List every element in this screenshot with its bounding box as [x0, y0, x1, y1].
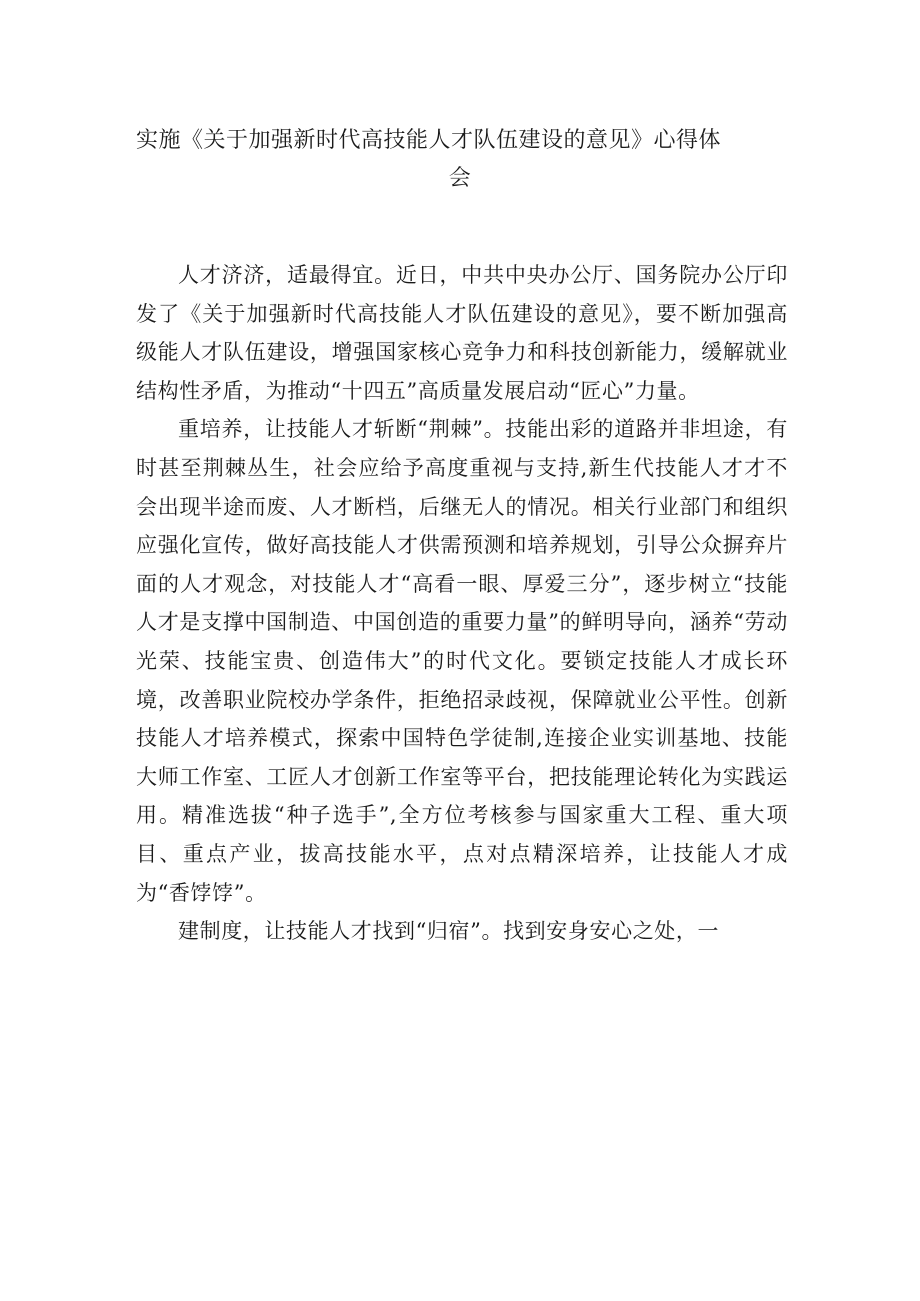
title-line-1: 实施《关于加强新时代高技能人才队伍建设的意见》心得体	[136, 128, 722, 153]
title-line-2: 会	[448, 166, 472, 191]
paragraph-intro: 人才济济，适最得宜。近日，中共中央办公厅、国务院办公厅印发了《关于加强新时代高技能人才队伍建设的意见》，要不断加强高级能人才队伍建设，增强国家核心竞争力和科技创新能力，缓解就业结构性矛盾，为推动“十四五”高质量发展启动“匠心”力量。	[136, 263, 788, 403]
document-title	[136, 122, 784, 198]
paragraph-system: 建制度，让技能人才找到“归宿”。找到安身安心之处，一	[178, 919, 720, 944]
document-body	[136, 256, 788, 951]
paragraph-training: 重培养，让技能人才斩断“荆棘”。技能出彩的道路并非坦途，有时甚至荆棘丛生，社会应给予高度重视与支持,新生代技能人才才不会出现半途而废、人才断档，后继无人的情况。相关行业部门和组织应强化宣传，做好高技能人才供需预测和培养规划，引导公众摒弃片面的人才观念，对技能人才“高看一眼、厚爱三分”，逐步树立“技能人才是支撑中国制造、中国创造的重要力量”的鲜明导向，涵养“劳动光荣、技能宝贵、创造伟大”的时代文化。要锁定技能人才成长环境，改善职业院校办学条件，拒绝招录歧视，保障就业公平性。创新技能人才培养模式，探索中国特色学徒制,连接企业实训基地、技能大师工作室、工匠人才创新工作室等平台，把技能理论转化为实践运用。精准选拔“种子选手”,全方位考核参与国家重大工程、重大项目、重点产业，拔高技能水平，点对点精深培养，让技能人才成为“香饽饽”。	[136, 417, 788, 905]
